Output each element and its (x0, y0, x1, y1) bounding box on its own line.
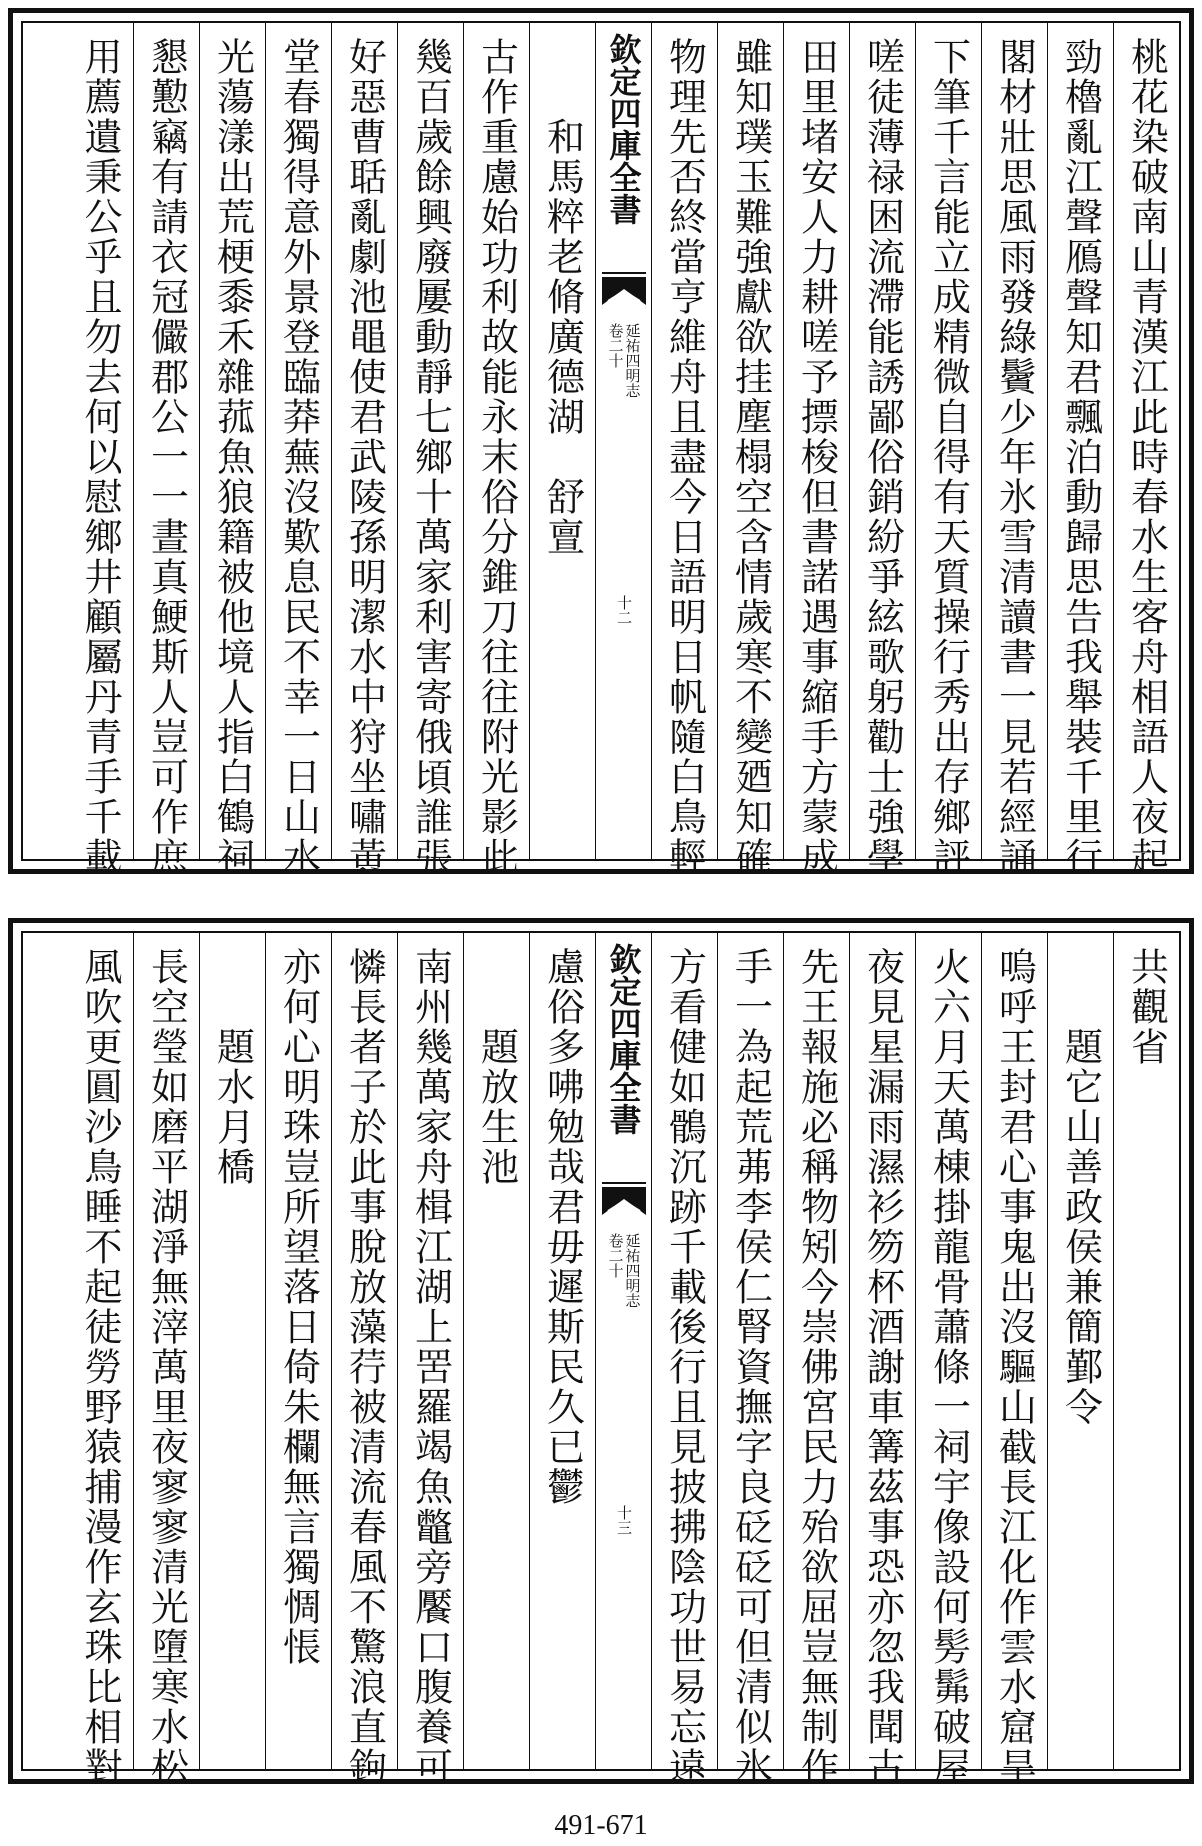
top-column-text: 和馬粹老脩廣德湖 舒亶 (540, 117, 585, 557)
bottom-column-text: 長空瑩如磨平湖淨無滓萬里夜寥寥清光墮寒水松 (144, 947, 189, 1787)
bottom-text-column (331, 933, 397, 1787)
top-text-column (397, 23, 463, 877)
top-column-text: 光蕩漾出荒梗黍禾雜菰魚狼籍被他境人指白鶴祠 (210, 37, 255, 877)
series-title: 延祐四明志 (623, 323, 642, 398)
bottom-column-text: 憐長者子於此事脫放藻荇被清流春風不驚浪直鉤 (342, 947, 387, 1787)
top-column-text: 桃花染破南山青漢江此時春水生客舟相語人夜起 (1124, 37, 1169, 877)
top-text-column (1113, 23, 1179, 877)
bottom-text-column (199, 933, 265, 1769)
bottom-text-column (1113, 933, 1179, 1769)
bottom-column-text: 方看健如鶻沉跡千載後行且見披拂陰功世易忘遠 (662, 947, 707, 1787)
top-text-column (199, 23, 265, 877)
bottom-text-column (397, 933, 463, 1787)
top-column-text: 閣材壯思風雨發綠鬢少年氷雪清讀書一見若經誦 (992, 37, 1037, 877)
bottom-text-column (463, 933, 529, 1769)
bottom-column-text: 南州幾萬家舟楫江湖上罟羅竭魚鼈旁饜口腹養可 (408, 947, 453, 1787)
top-page (8, 8, 1194, 877)
top-text-column (331, 23, 397, 877)
bottom-column-text: 題水月橋 (210, 1027, 255, 1187)
bottom-column-text: 題放生池 (474, 1027, 519, 1187)
bottom-text-column (981, 933, 1047, 1787)
top-column-text: 古作重慮始功利故能永末俗分錐刀往往附光影此 (474, 37, 519, 877)
bottom-page-frame (21, 931, 1181, 1787)
bottom-text-column (529, 933, 595, 1769)
top-text-column (133, 23, 199, 877)
bottom-page-columns (23, 933, 1179, 1787)
top-column-text: 堂春獨得意外景登臨莽蕪沒歎息民不幸一日山水 (276, 37, 321, 877)
top-text-column (67, 23, 133, 877)
top-column-text: 嗟徒薄禄困流滯能誘鄙俗銷紛爭絃歌躬勸士強學 (860, 37, 905, 877)
bottom-column-text: 先王報施必稱物矧今崇佛宮民力殆欲屈豈無制作 (794, 947, 839, 1787)
top-text-column (849, 23, 915, 877)
top-text-column (651, 23, 717, 877)
bottom-text-column (67, 933, 133, 1787)
top-column-text: 勁櫓亂江聲鴈聲知君飄泊動歸思告我舉裝千里行 (1058, 37, 1103, 877)
series-volume: 卷二十 (606, 323, 625, 368)
top-column-text: 下筆千言能立成精微自得有天質操行秀出存鄉評 (926, 37, 971, 877)
bottom-text-column (651, 933, 717, 1787)
fishtail-mark-icon (602, 1181, 646, 1217)
top-column-text: 物理先否終當亨維舟且盡今日語明日帆隨白鳥輕 (662, 37, 707, 877)
top-column-text: 田里堵安人力耕嗟予摽梭但書諾遇事縮手方蒙成 (794, 37, 839, 877)
bottom-column-text: 夜見星漏雨濕衫笏杯酒謝車篝茲事恐亦忽我聞古 (860, 947, 905, 1787)
top-page-columns (23, 23, 1179, 877)
book-title: 欽定四庫全書 (604, 943, 643, 1135)
top-column-text: 用薦遺秉公乎且勿去何以慰鄉井顧屬丹青手千載 (78, 37, 122, 877)
folio-number: 十二 (615, 595, 633, 625)
book-title: 欽定四庫全書 (604, 33, 643, 225)
bottom-text-column (1047, 933, 1113, 1769)
top-page-frame (21, 21, 1181, 877)
page-footer-number: 491-671 (554, 1810, 648, 1841)
bottom-column-text: 風吹更圓沙鳥睡不起徒勞野猿捕漫作玄珠比相對 (78, 947, 122, 1787)
bottom-text-column (265, 933, 331, 1769)
bottom-text-column (915, 933, 981, 1787)
bottom-page (8, 918, 1194, 1787)
top-center-margin (595, 23, 651, 859)
bottom-text-column (849, 933, 915, 1787)
bottom-center-margin (595, 933, 651, 1769)
bottom-column-text: 手一為起荒茀李侯仁腎資撫字良砭砭可但清似氷 (728, 947, 773, 1787)
top-text-column (981, 23, 1047, 877)
bottom-text-column (133, 933, 199, 1787)
top-column-text: 好惡曹聒亂劇池黽使君武陵孫明潔水中狩坐嘯黃 (342, 37, 387, 877)
series-title: 延祐四明志 (623, 1233, 642, 1308)
top-column-text: 懇懃竊有請衣冠儼郡公一一晝真鯁斯人豈可作庶 (144, 37, 189, 877)
bottom-text-column (717, 933, 783, 1787)
fishtail-mark-icon (602, 271, 646, 307)
series-volume: 卷二十 (606, 1233, 625, 1278)
bottom-column-text: 亦何心明珠豈所望落日倚朱欄無言獨惆悵 (276, 947, 321, 1667)
folio-number: 十三 (615, 1505, 633, 1535)
top-text-column (915, 23, 981, 877)
top-text-column (1047, 23, 1113, 877)
bottom-text-column (783, 933, 849, 1787)
bottom-column-text: 火六月天萬棟掛龍骨蕭條一祠宇像設何髣髴破屋 (926, 947, 971, 1787)
bottom-column-text: 慮俗多咈勉哉君毋遲斯民久已鬱 (540, 947, 585, 1507)
bottom-column-text: 共觀省 (1124, 947, 1169, 1067)
top-column-text: 雖知璞玉難強獻欲挂塵榻空含情歲寒不變廼知確 (728, 37, 773, 877)
top-text-column (783, 23, 849, 877)
top-text-column (717, 23, 783, 877)
top-column-text: 幾百歲餘興廢屢動靜七鄉十萬家利害寄俄頃誰張 (408, 37, 453, 877)
bottom-column-text: 題它山善政侯兼簡鄞令 (1058, 1027, 1103, 1427)
top-text-column (463, 23, 529, 877)
top-text-column (265, 23, 331, 877)
top-text-column (529, 23, 595, 859)
bottom-column-text: 嗚呼王封君心事鬼出沒驅山截長江化作雲水窟旱 (992, 947, 1037, 1787)
